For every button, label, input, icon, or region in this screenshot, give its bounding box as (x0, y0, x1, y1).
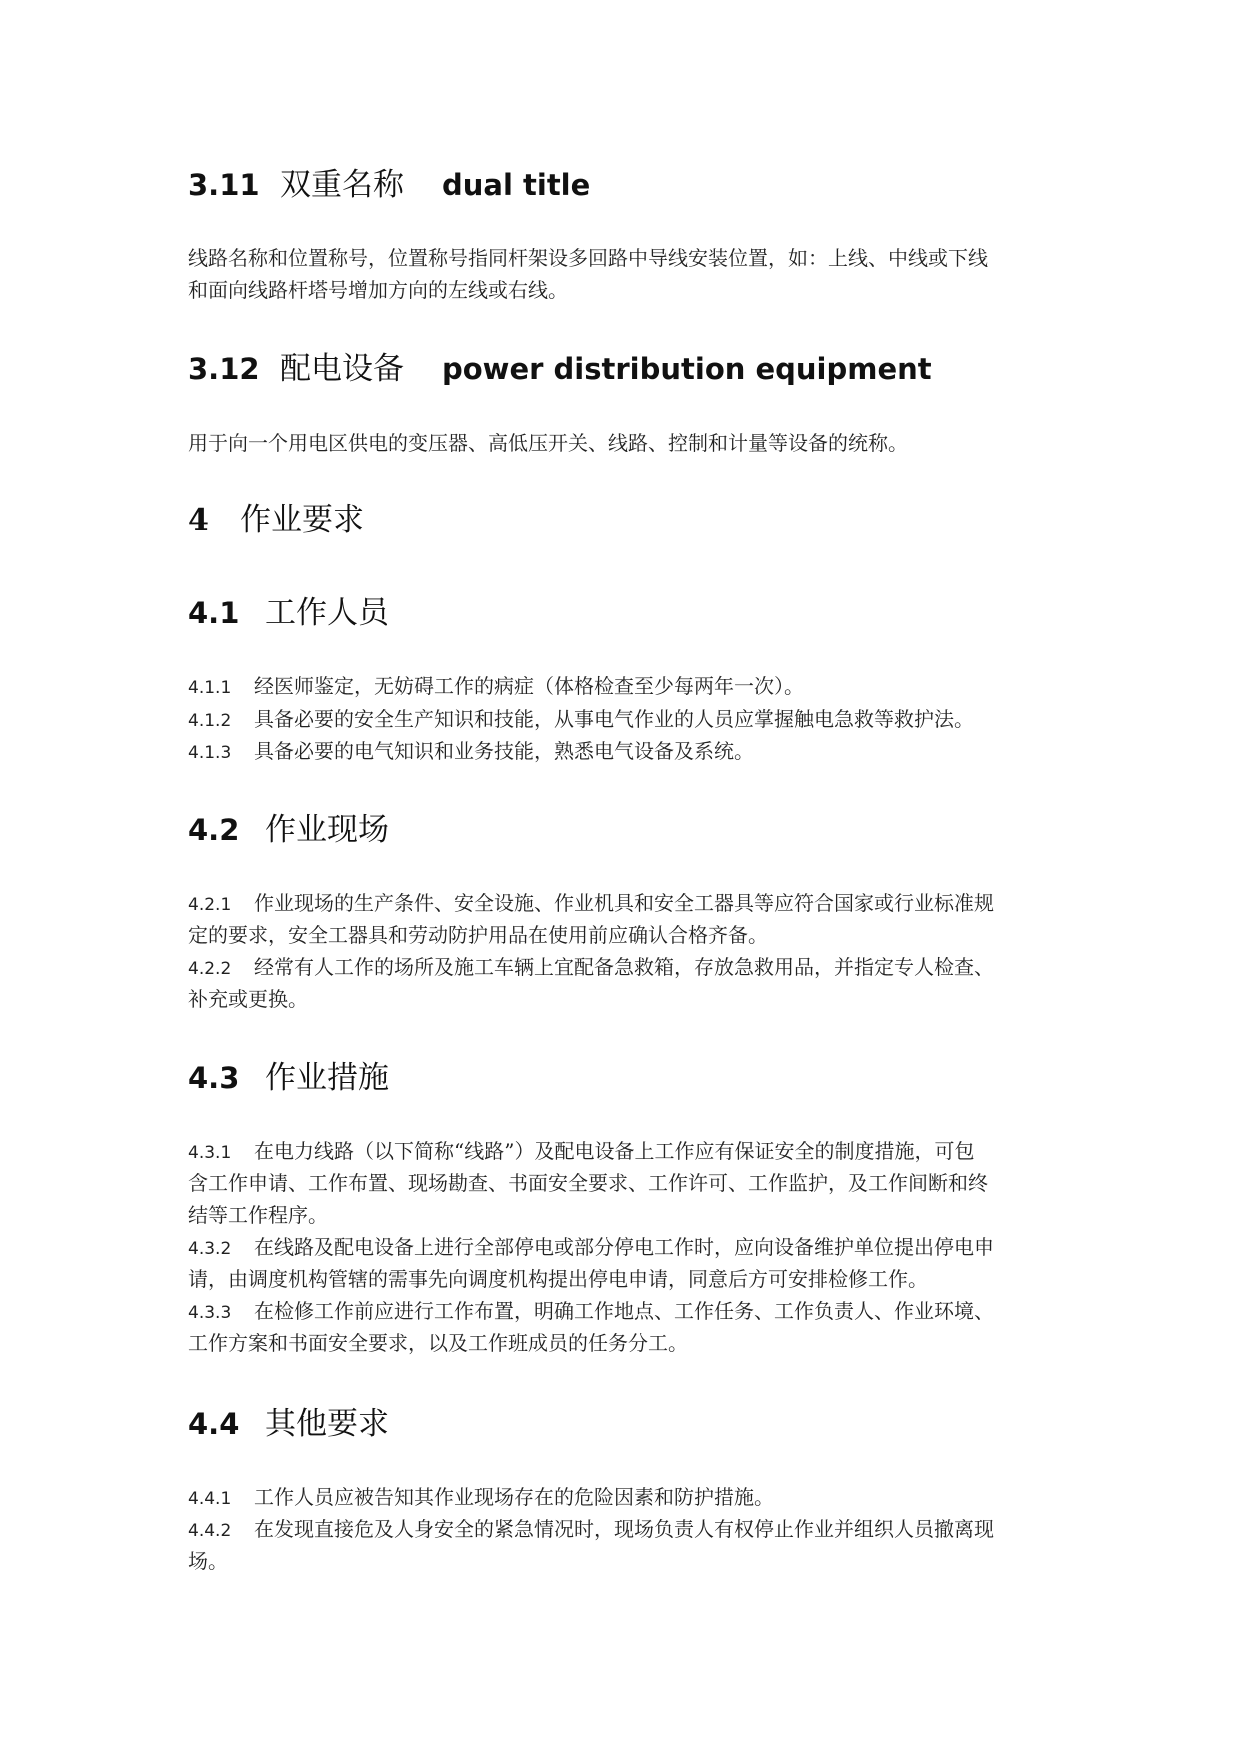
clause-4-3-1 (188, 1135, 1068, 1231)
paragraph-3-12 (188, 427, 1068, 459)
clause-4-3-3 (188, 1295, 1068, 1359)
clause-text: 在电力线路（以下简称“线路”）及配电设备上工作应有保证安全的制度措施，可包 (254, 1139, 975, 1163)
clause-text: 具备必要的安全生产知识和技能，从事电气作业的人员应掌握触电急救等救护法。 (254, 707, 974, 731)
heading-title-zh: 双重名称 (280, 167, 404, 203)
clause-line (188, 1231, 1068, 1263)
clause-number: 4.4.2 (188, 1521, 232, 1541)
heading-number: 4.1 (188, 596, 240, 630)
clause-text: 经医师鉴定，无妨碍工作的病症（体格检查至少每两年一次）。 (254, 674, 804, 698)
clause-4-1-2 (188, 703, 1068, 735)
clause-4-2-1 (188, 887, 1068, 951)
heading-title-en: power distribution equipment (442, 352, 932, 386)
clause-line (188, 1481, 1068, 1513)
clause-text: 工作人员应被告知其作业现场存在的危险因素和防护措施。 (254, 1485, 774, 1509)
clause-number: 4.4.1 (188, 1489, 232, 1509)
clause-number: 4.3.1 (188, 1143, 232, 1163)
clause-line (188, 1135, 1068, 1167)
clause-4-2-2 (188, 951, 1068, 1015)
clause-number: 4.1.3 (188, 743, 232, 763)
heading-title-zh: 其他要求 (265, 1406, 389, 1442)
heading-title-zh: 工作人员 (265, 595, 389, 631)
heading-number: 4 (188, 503, 209, 538)
clause-number: 4.3.2 (188, 1239, 232, 1259)
clause-line (188, 670, 1068, 702)
heading-4-3 (188, 1058, 389, 1098)
clause-line: 请，由调度机构管辖的需事先向调度机构提出停电申请，同意后方可安排检修工作。 (188, 1267, 928, 1291)
heading-4 (188, 500, 364, 540)
clause-line: 工作方案和书面安全要求，以及工作班成员的任务分工。 (188, 1331, 688, 1355)
heading-3-12 (188, 349, 932, 389)
paragraph-line: 用于向一个用电区供电的变压器、高低压开关、线路、控制和计量等设备的统称。 (188, 431, 908, 455)
heading-4-1 (188, 593, 389, 633)
clause-line: 场。 (188, 1549, 228, 1573)
clause-line (188, 703, 1068, 735)
clause-line (188, 1295, 1068, 1327)
paragraph-3-11 (188, 242, 1068, 306)
clause-text: 经常有人工作的场所及施工车辆上宜配备急救箱，存放急救用品，并指定专人检查、 (254, 955, 994, 979)
heading-title-zh: 作业现场 (265, 812, 389, 848)
clause-line: 结等工作程序。 (188, 1203, 328, 1227)
clause-4-1-3 (188, 735, 1068, 767)
clause-line (188, 887, 1068, 919)
clause-number: 4.2.2 (188, 959, 232, 979)
clause-text: 在线路及配电设备上进行全部停电或部分停电工作时，应向设备维护单位提出停电申 (254, 1235, 994, 1259)
heading-number: 3.11 (188, 168, 260, 202)
clause-text: 作业现场的生产条件、安全设施、作业机具和安全工器具等应符合国家或行业标准规 (254, 891, 994, 915)
clause-4-3-2 (188, 1231, 1068, 1295)
heading-3-11 (188, 165, 590, 205)
heading-title-zh: 作业措施 (265, 1060, 389, 1096)
clause-4-1-1 (188, 670, 1068, 702)
heading-number: 4.4 (188, 1407, 240, 1441)
heading-title-zh: 配电设备 (280, 351, 404, 387)
clause-number: 4.2.1 (188, 895, 232, 915)
paragraph-line: 和面向线路杆塔号增加方向的左线或右线。 (188, 278, 568, 302)
clause-line: 含工作申请、工作布置、现场勘查、书面安全要求、工作许可、工作监护，及工作间断和终 (188, 1171, 988, 1195)
paragraph-line: 线路名称和位置称号，位置称号指同杆架设多回路中导线安装位置，如：上线、中线或下线 (188, 246, 988, 270)
clause-number: 4.1.1 (188, 678, 232, 698)
heading-number: 4.3 (188, 1061, 240, 1095)
clause-line (188, 735, 1068, 767)
clause-4-4-2 (188, 1513, 1068, 1577)
clause-number: 4.1.2 (188, 711, 232, 731)
heading-number: 4.2 (188, 813, 240, 847)
clause-line (188, 1513, 1068, 1545)
heading-title-en: dual title (442, 168, 591, 202)
clause-text: 在发现直接危及人身安全的紧急情况时，现场负责人有权停止作业并组织人员撤离现 (254, 1517, 994, 1541)
clause-line: 定的要求，安全工器具和劳动防护用品在使用前应确认合格齐备。 (188, 923, 768, 947)
heading-number: 3.12 (188, 352, 260, 386)
clause-line: 补充或更换。 (188, 987, 308, 1011)
clause-4-4-1 (188, 1481, 1068, 1513)
clause-number: 4.3.3 (188, 1303, 232, 1323)
clause-text: 在检修工作前应进行工作布置，明确工作地点、工作任务、工作负责人、作业环境、 (254, 1299, 994, 1323)
heading-title-zh: 作业要求 (240, 502, 364, 538)
clause-text: 具备必要的电气知识和业务技能，熟悉电气设备及系统。 (254, 739, 754, 763)
heading-4-2 (188, 810, 389, 850)
clause-line (188, 951, 1068, 983)
heading-4-4 (188, 1404, 389, 1444)
